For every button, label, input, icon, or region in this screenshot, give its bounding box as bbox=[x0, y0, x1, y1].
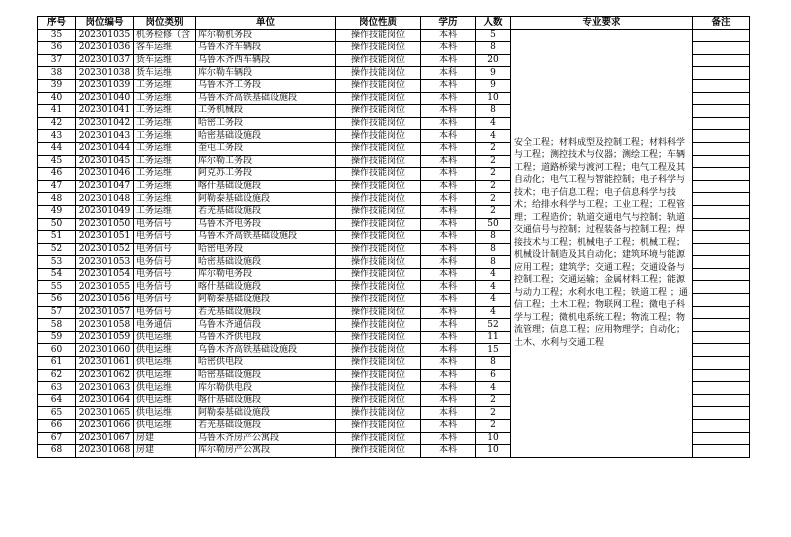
cell-index: 38 bbox=[38, 67, 76, 80]
cell-education: 本科 bbox=[421, 281, 476, 294]
col-header-education: 学历 bbox=[421, 17, 476, 30]
cell-education: 本科 bbox=[421, 294, 476, 307]
cell-index: 66 bbox=[38, 420, 76, 433]
cell-remark bbox=[693, 243, 750, 256]
cell-unit: 库尔勒车辆段 bbox=[196, 67, 336, 80]
cell-remark bbox=[693, 306, 750, 319]
cell-index: 67 bbox=[38, 432, 76, 445]
cell-unit: 哈密电务段 bbox=[196, 243, 336, 256]
cell-education: 本科 bbox=[421, 92, 476, 105]
cell-post-id: 202301050 bbox=[76, 218, 134, 231]
cell-post-id: 202301064 bbox=[76, 394, 134, 407]
cell-remark bbox=[693, 369, 750, 382]
cell-education: 本科 bbox=[421, 105, 476, 118]
cell-education: 本科 bbox=[421, 205, 476, 218]
cell-category: 电务信号 bbox=[134, 243, 196, 256]
cell-post-id: 202301056 bbox=[76, 294, 134, 307]
cell-index: 61 bbox=[38, 357, 76, 370]
cell-remark bbox=[693, 231, 750, 244]
cell-nature: 操作技能岗位 bbox=[336, 407, 421, 420]
cell-post-id: 202301061 bbox=[76, 357, 134, 370]
cell-index: 48 bbox=[38, 193, 76, 206]
cell-count: 2 bbox=[476, 168, 511, 181]
col-header-nature: 岗位性质 bbox=[336, 17, 421, 30]
cell-remark bbox=[693, 79, 750, 92]
cell-unit: 乌鲁木齐通信段 bbox=[196, 319, 336, 332]
cell-remark bbox=[693, 344, 750, 357]
cell-category: 供电运维 bbox=[134, 369, 196, 382]
table-body bbox=[38, 29, 750, 457]
cell-unit: 哈密基础设施段 bbox=[196, 369, 336, 382]
cell-count: 4 bbox=[476, 117, 511, 130]
cell-education: 本科 bbox=[421, 243, 476, 256]
cell-unit: 喀什基础设施段 bbox=[196, 281, 336, 294]
cell-remark bbox=[693, 92, 750, 105]
cell-index: 40 bbox=[38, 92, 76, 105]
cell-index: 65 bbox=[38, 407, 76, 420]
cell-index: 68 bbox=[38, 445, 76, 458]
cell-category: 房建 bbox=[134, 445, 196, 458]
cell-unit: 乌鲁木齐高铁基础设施段 bbox=[196, 92, 336, 105]
cell-count: 2 bbox=[476, 180, 511, 193]
cell-count: 4 bbox=[476, 268, 511, 281]
cell-remark bbox=[693, 256, 750, 269]
cell-unit: 库尔勒机务段 bbox=[196, 29, 336, 42]
cell-count: 8 bbox=[476, 357, 511, 370]
cell-remark bbox=[693, 268, 750, 281]
cell-education: 本科 bbox=[421, 357, 476, 370]
cell-category: 工务运维 bbox=[134, 168, 196, 181]
cell-index: 51 bbox=[38, 231, 76, 244]
cell-index: 45 bbox=[38, 155, 76, 168]
cell-post-id: 202301062 bbox=[76, 369, 134, 382]
cell-category: 工务运维 bbox=[134, 79, 196, 92]
cell-post-id: 202301059 bbox=[76, 331, 134, 344]
cell-education: 本科 bbox=[421, 117, 476, 130]
cell-remark bbox=[693, 29, 750, 42]
cell-category: 供电运维 bbox=[134, 331, 196, 344]
cell-nature: 操作技能岗位 bbox=[336, 218, 421, 231]
cell-nature: 操作技能岗位 bbox=[336, 155, 421, 168]
cell-unit: 工务机械段 bbox=[196, 105, 336, 118]
cell-category: 机务检修（含 bbox=[134, 29, 196, 42]
cell-education: 本科 bbox=[421, 445, 476, 458]
cell-remark bbox=[693, 445, 750, 458]
cell-count: 4 bbox=[476, 294, 511, 307]
cell-category: 货车运维 bbox=[134, 54, 196, 67]
cell-nature: 操作技能岗位 bbox=[336, 180, 421, 193]
cell-remark bbox=[693, 168, 750, 181]
cell-unit: 若羌基础设施段 bbox=[196, 306, 336, 319]
cell-count: 2 bbox=[476, 142, 511, 155]
cell-nature: 操作技能岗位 bbox=[336, 256, 421, 269]
cell-post-id: 202301055 bbox=[76, 281, 134, 294]
cell-index: 44 bbox=[38, 142, 76, 155]
cell-remark bbox=[693, 218, 750, 231]
job-table bbox=[37, 16, 750, 458]
cell-nature: 操作技能岗位 bbox=[336, 319, 421, 332]
cell-nature: 操作技能岗位 bbox=[336, 268, 421, 281]
cell-category: 客车运维 bbox=[134, 42, 196, 55]
cell-count: 20 bbox=[476, 54, 511, 67]
cell-nature: 操作技能岗位 bbox=[336, 243, 421, 256]
cell-unit: 哈密基础设施段 bbox=[196, 130, 336, 143]
cell-unit: 乌鲁木齐电务段 bbox=[196, 218, 336, 231]
cell-index: 35 bbox=[38, 29, 76, 42]
cell-count: 8 bbox=[476, 105, 511, 118]
cell-count: 2 bbox=[476, 420, 511, 433]
cell-index: 62 bbox=[38, 369, 76, 382]
cell-count: 2 bbox=[476, 407, 511, 420]
cell-nature: 操作技能岗位 bbox=[336, 105, 421, 118]
cell-remark bbox=[693, 357, 750, 370]
cell-nature: 操作技能岗位 bbox=[336, 29, 421, 42]
cell-index: 56 bbox=[38, 294, 76, 307]
cell-unit: 哈密工务段 bbox=[196, 117, 336, 130]
cell-post-id: 202301051 bbox=[76, 231, 134, 244]
cell-remark bbox=[693, 382, 750, 395]
cell-index: 49 bbox=[38, 205, 76, 218]
col-header-major: 专业要求 bbox=[511, 17, 693, 30]
cell-category: 供电运维 bbox=[134, 357, 196, 370]
cell-unit: 喀什基础设施段 bbox=[196, 180, 336, 193]
cell-remark bbox=[693, 432, 750, 445]
cell-category: 货车运维 bbox=[134, 67, 196, 80]
cell-remark bbox=[693, 180, 750, 193]
cell-post-id: 202301044 bbox=[76, 142, 134, 155]
cell-index: 63 bbox=[38, 382, 76, 395]
table-row bbox=[38, 29, 750, 42]
cell-remark bbox=[693, 331, 750, 344]
cell-count: 50 bbox=[476, 218, 511, 231]
cell-category: 电务信号 bbox=[134, 306, 196, 319]
cell-unit: 阿克苏工务段 bbox=[196, 168, 336, 181]
cell-nature: 操作技能岗位 bbox=[336, 394, 421, 407]
cell-education: 本科 bbox=[421, 407, 476, 420]
cell-index: 36 bbox=[38, 42, 76, 55]
cell-post-id: 202301036 bbox=[76, 42, 134, 55]
cell-education: 本科 bbox=[421, 256, 476, 269]
cell-index: 60 bbox=[38, 344, 76, 357]
cell-unit: 乌鲁木齐高铁基础设施段 bbox=[196, 344, 336, 357]
cell-post-id: 202301057 bbox=[76, 306, 134, 319]
cell-category: 电务信号 bbox=[134, 268, 196, 281]
cell-count: 15 bbox=[476, 344, 511, 357]
col-header-post-id: 岗位编号 bbox=[76, 17, 134, 30]
cell-education: 本科 bbox=[421, 432, 476, 445]
cell-count: 2 bbox=[476, 394, 511, 407]
cell-education: 本科 bbox=[421, 331, 476, 344]
cell-remark bbox=[693, 205, 750, 218]
col-header-count: 人数 bbox=[476, 17, 511, 30]
cell-unit: 喀什基础设施段 bbox=[196, 394, 336, 407]
cell-count: 8 bbox=[476, 42, 511, 55]
cell-unit: 阿勒泰基础设施段 bbox=[196, 294, 336, 307]
cell-index: 57 bbox=[38, 306, 76, 319]
cell-category: 电务通信 bbox=[134, 319, 196, 332]
cell-category: 供电运维 bbox=[134, 407, 196, 420]
cell-education: 本科 bbox=[421, 79, 476, 92]
cell-education: 本科 bbox=[421, 420, 476, 433]
cell-count: 52 bbox=[476, 319, 511, 332]
cell-post-id: 202301058 bbox=[76, 319, 134, 332]
cell-category: 工务运维 bbox=[134, 130, 196, 143]
cell-post-id: 202301037 bbox=[76, 54, 134, 67]
cell-index: 55 bbox=[38, 281, 76, 294]
cell-count: 2 bbox=[476, 155, 511, 168]
cell-post-id: 202301048 bbox=[76, 193, 134, 206]
cell-unit: 乌鲁木齐供电段 bbox=[196, 331, 336, 344]
cell-remark bbox=[693, 42, 750, 55]
cell-post-id: 202301068 bbox=[76, 445, 134, 458]
cell-category: 工务运维 bbox=[134, 205, 196, 218]
cell-education: 本科 bbox=[421, 130, 476, 143]
cell-education: 本科 bbox=[421, 142, 476, 155]
cell-count: 9 bbox=[476, 67, 511, 80]
cell-category: 供电运维 bbox=[134, 420, 196, 433]
cell-index: 53 bbox=[38, 256, 76, 269]
cell-post-id: 202301063 bbox=[76, 382, 134, 395]
cell-remark bbox=[693, 130, 750, 143]
cell-post-id: 202301040 bbox=[76, 92, 134, 105]
cell-post-id: 202301065 bbox=[76, 407, 134, 420]
cell-education: 本科 bbox=[421, 382, 476, 395]
cell-remark bbox=[693, 193, 750, 206]
cell-count: 9 bbox=[476, 79, 511, 92]
cell-education: 本科 bbox=[421, 193, 476, 206]
cell-count: 10 bbox=[476, 92, 511, 105]
cell-nature: 操作技能岗位 bbox=[336, 54, 421, 67]
cell-unit: 阿勒泰基础设施段 bbox=[196, 407, 336, 420]
cell-nature: 操作技能岗位 bbox=[336, 205, 421, 218]
cell-nature: 操作技能岗位 bbox=[336, 130, 421, 143]
cell-category: 工务运维 bbox=[134, 142, 196, 155]
cell-category: 工务运维 bbox=[134, 155, 196, 168]
cell-index: 50 bbox=[38, 218, 76, 231]
cell-nature: 操作技能岗位 bbox=[336, 117, 421, 130]
cell-nature: 操作技能岗位 bbox=[336, 432, 421, 445]
cell-major-requirement: 安全工程；材料成型及控制工程；材料科学与工程；测控技术与仪器；测绘工程；车辆工程；道路桥梁与渡河工程；电气工程及其自动化；电气工程与智能控制；电子科学与技术；电子信息工程；电子信息科学与技术；给排水科学与工程；工业工程；工程管理；工程造价；轨道交通电气与控制；轨道交通信号与控制；过程装备与控制工程；焊接技术与工程；机械电子工程；机械工程；机械设计制造及其自动化；建筑环境与能源应用工程；建筑学；交通工程；交通设备与控制工程；交通运输；金属材料工程；能源与动力工程；水利水电工程；铁道工程 ；通信工程；土木工程；物联网工程；微电子科学与工程；微机电系统工程；物流工程；物流管理；信息工程；应用物理学；自动化；土木、水利与交通工程 bbox=[511, 29, 693, 457]
cell-category: 工务运维 bbox=[134, 92, 196, 105]
cell-category: 电务信号 bbox=[134, 231, 196, 244]
cell-education: 本科 bbox=[421, 54, 476, 67]
cell-category: 电务信号 bbox=[134, 218, 196, 231]
cell-count: 8 bbox=[476, 231, 511, 244]
cell-post-id: 202301067 bbox=[76, 432, 134, 445]
cell-unit: 阿勒泰基础设施段 bbox=[196, 193, 336, 206]
cell-count: 2 bbox=[476, 193, 511, 206]
cell-unit: 库尔勒房产公寓段 bbox=[196, 445, 336, 458]
cell-education: 本科 bbox=[421, 29, 476, 42]
cell-nature: 操作技能岗位 bbox=[336, 281, 421, 294]
cell-post-id: 202301041 bbox=[76, 105, 134, 118]
cell-count: 4 bbox=[476, 281, 511, 294]
cell-category: 电务信号 bbox=[134, 256, 196, 269]
cell-count: 2 bbox=[476, 205, 511, 218]
cell-post-id: 202301045 bbox=[76, 155, 134, 168]
cell-education: 本科 bbox=[421, 180, 476, 193]
cell-count: 4 bbox=[476, 382, 511, 395]
cell-index: 39 bbox=[38, 79, 76, 92]
cell-category: 房建 bbox=[134, 432, 196, 445]
cell-education: 本科 bbox=[421, 67, 476, 80]
cell-remark bbox=[693, 67, 750, 80]
cell-post-id: 202301053 bbox=[76, 256, 134, 269]
cell-education: 本科 bbox=[421, 369, 476, 382]
cell-count: 4 bbox=[476, 306, 511, 319]
cell-nature: 操作技能岗位 bbox=[336, 168, 421, 181]
cell-remark bbox=[693, 407, 750, 420]
col-header-remark: 备注 bbox=[693, 17, 750, 30]
cell-category: 工务运维 bbox=[134, 193, 196, 206]
cell-nature: 操作技能岗位 bbox=[336, 420, 421, 433]
cell-index: 59 bbox=[38, 331, 76, 344]
cell-category: 电务信号 bbox=[134, 281, 196, 294]
cell-post-id: 202301042 bbox=[76, 117, 134, 130]
cell-remark bbox=[693, 394, 750, 407]
cell-post-id: 202301046 bbox=[76, 168, 134, 181]
job-table-sheet bbox=[37, 16, 750, 458]
cell-category: 供电运维 bbox=[134, 382, 196, 395]
cell-category: 工务运维 bbox=[134, 105, 196, 118]
cell-nature: 操作技能岗位 bbox=[336, 92, 421, 105]
cell-nature: 操作技能岗位 bbox=[336, 231, 421, 244]
cell-unit: 乌鲁木齐房产公寓段 bbox=[196, 432, 336, 445]
cell-education: 本科 bbox=[421, 319, 476, 332]
cell-remark bbox=[693, 420, 750, 433]
cell-unit: 乌鲁木齐西车辆段 bbox=[196, 54, 336, 67]
cell-count: 6 bbox=[476, 369, 511, 382]
cell-count: 10 bbox=[476, 432, 511, 445]
cell-count: 8 bbox=[476, 243, 511, 256]
cell-index: 47 bbox=[38, 180, 76, 193]
cell-category: 电务信号 bbox=[134, 294, 196, 307]
cell-unit: 乌鲁木齐高铁基础设施段 bbox=[196, 231, 336, 244]
cell-nature: 操作技能岗位 bbox=[336, 294, 421, 307]
cell-index: 43 bbox=[38, 130, 76, 143]
cell-nature: 操作技能岗位 bbox=[336, 369, 421, 382]
cell-unit: 奎屯工务段 bbox=[196, 142, 336, 155]
cell-count: 8 bbox=[476, 256, 511, 269]
cell-post-id: 202301066 bbox=[76, 420, 134, 433]
cell-remark bbox=[693, 105, 750, 118]
cell-category: 工务运维 bbox=[134, 117, 196, 130]
col-header-category: 岗位类别 bbox=[134, 17, 196, 30]
cell-nature: 操作技能岗位 bbox=[336, 142, 421, 155]
cell-nature: 操作技能岗位 bbox=[336, 193, 421, 206]
cell-index: 42 bbox=[38, 117, 76, 130]
cell-count: 4 bbox=[476, 130, 511, 143]
cell-unit: 库尔勒供电段 bbox=[196, 382, 336, 395]
cell-education: 本科 bbox=[421, 42, 476, 55]
col-header-unit: 单位 bbox=[196, 17, 336, 30]
cell-remark bbox=[693, 294, 750, 307]
cell-post-id: 202301035 bbox=[76, 29, 134, 42]
cell-index: 37 bbox=[38, 54, 76, 67]
table-header-row bbox=[38, 17, 750, 30]
cell-remark bbox=[693, 54, 750, 67]
cell-nature: 操作技能岗位 bbox=[336, 344, 421, 357]
cell-unit: 库尔勒工务段 bbox=[196, 155, 336, 168]
cell-education: 本科 bbox=[421, 394, 476, 407]
cell-nature: 操作技能岗位 bbox=[336, 79, 421, 92]
cell-remark bbox=[693, 281, 750, 294]
cell-unit: 哈密基础设施段 bbox=[196, 256, 336, 269]
cell-category: 供电运维 bbox=[134, 394, 196, 407]
cell-count: 10 bbox=[476, 445, 511, 458]
cell-education: 本科 bbox=[421, 168, 476, 181]
cell-unit: 乌鲁木齐工务段 bbox=[196, 79, 336, 92]
cell-unit: 若羌基础设施段 bbox=[196, 205, 336, 218]
cell-nature: 操作技能岗位 bbox=[336, 331, 421, 344]
cell-remark bbox=[693, 319, 750, 332]
cell-education: 本科 bbox=[421, 231, 476, 244]
cell-index: 64 bbox=[38, 394, 76, 407]
cell-category: 供电运维 bbox=[134, 344, 196, 357]
cell-post-id: 202301054 bbox=[76, 268, 134, 281]
cell-post-id: 202301060 bbox=[76, 344, 134, 357]
cell-post-id: 202301052 bbox=[76, 243, 134, 256]
cell-unit: 若羌基础设施段 bbox=[196, 420, 336, 433]
col-header-index: 序号 bbox=[38, 17, 76, 30]
cell-nature: 操作技能岗位 bbox=[336, 357, 421, 370]
cell-unit: 库尔勒电务段 bbox=[196, 268, 336, 281]
cell-nature: 操作技能岗位 bbox=[336, 382, 421, 395]
cell-nature: 操作技能岗位 bbox=[336, 67, 421, 80]
cell-nature: 操作技能岗位 bbox=[336, 445, 421, 458]
cell-remark bbox=[693, 117, 750, 130]
cell-remark bbox=[693, 155, 750, 168]
cell-category: 工务运维 bbox=[134, 180, 196, 193]
cell-education: 本科 bbox=[421, 306, 476, 319]
cell-post-id: 202301039 bbox=[76, 79, 134, 92]
cell-education: 本科 bbox=[421, 155, 476, 168]
cell-education: 本科 bbox=[421, 218, 476, 231]
cell-nature: 操作技能岗位 bbox=[336, 42, 421, 55]
cell-post-id: 202301049 bbox=[76, 205, 134, 218]
cell-count: 5 bbox=[476, 29, 511, 42]
cell-education: 本科 bbox=[421, 268, 476, 281]
cell-post-id: 202301047 bbox=[76, 180, 134, 193]
cell-unit: 乌鲁木齐车辆段 bbox=[196, 42, 336, 55]
cell-count: 11 bbox=[476, 331, 511, 344]
cell-index: 46 bbox=[38, 168, 76, 181]
cell-index: 58 bbox=[38, 319, 76, 332]
cell-unit: 哈密供电段 bbox=[196, 357, 336, 370]
cell-nature: 操作技能岗位 bbox=[336, 306, 421, 319]
cell-remark bbox=[693, 142, 750, 155]
cell-post-id: 202301043 bbox=[76, 130, 134, 143]
cell-education: 本科 bbox=[421, 344, 476, 357]
cell-index: 52 bbox=[38, 243, 76, 256]
cell-index: 54 bbox=[38, 268, 76, 281]
cell-post-id: 202301038 bbox=[76, 67, 134, 80]
cell-index: 41 bbox=[38, 105, 76, 118]
